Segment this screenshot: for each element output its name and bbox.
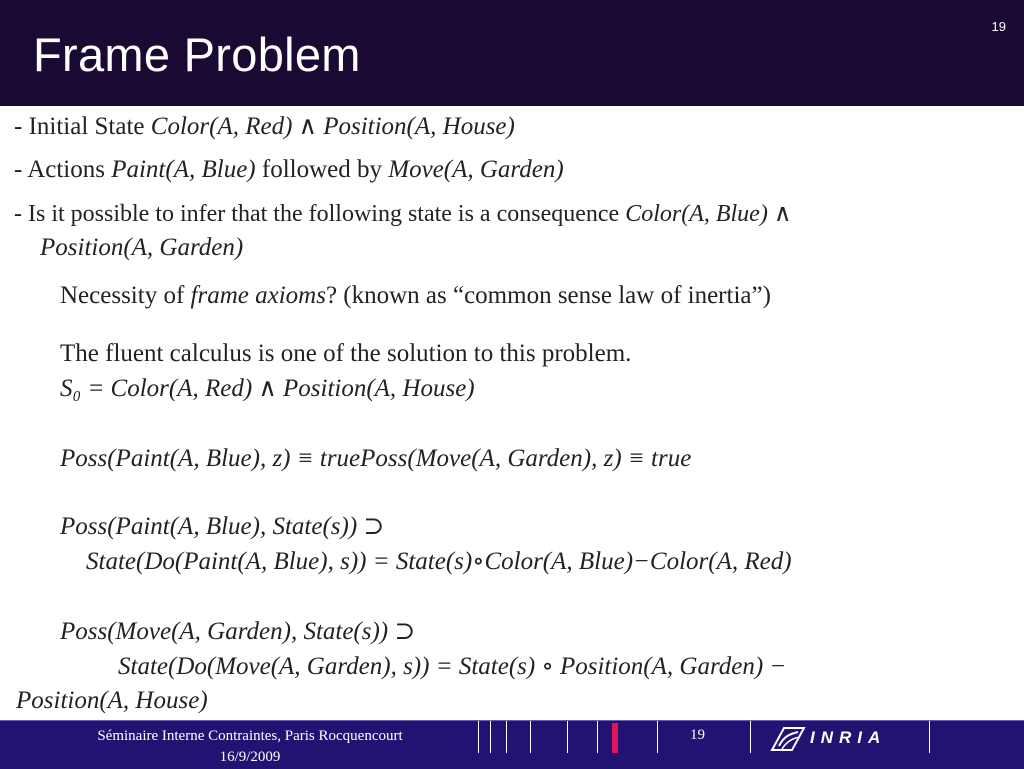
formula: S₀ = Color(A, Red) ∧ Position(A, House) bbox=[60, 375, 475, 402]
slide-content bbox=[0, 106, 1024, 720]
paint-precondition bbox=[60, 512, 384, 542]
divider bbox=[567, 721, 568, 753]
formula: State(Do(Paint(A, Blue), s)) = State(s)∘Color(A, Blue)−Color(A, Red) bbox=[86, 548, 792, 575]
seminar-label: Séminaire Interne Contraintes, Paris Rocquencourt bbox=[97, 728, 403, 744]
slide-number-top: 19 bbox=[991, 19, 1006, 34]
divider bbox=[929, 721, 930, 753]
formula: Position(A, Garden) bbox=[40, 234, 244, 261]
bullet-text: - Actions bbox=[14, 156, 112, 183]
body-text: Necessity of bbox=[60, 282, 191, 309]
poss-formula bbox=[60, 444, 691, 474]
divider bbox=[530, 721, 531, 753]
formula: Color(A, Blue) ∧ bbox=[625, 201, 792, 227]
divider bbox=[750, 721, 751, 753]
divider bbox=[490, 721, 491, 753]
bullet-text: - Initial State bbox=[14, 113, 151, 140]
bullet-text: - Is it possible to infer that the following state is a consequence bbox=[14, 201, 626, 227]
divider bbox=[506, 721, 507, 753]
formula: State(Do(Move(A, Garden), s)) = State(s) ∘ Position(A, Garden) − bbox=[118, 653, 787, 680]
accent-bar bbox=[612, 723, 618, 753]
seminar-date: 16/9/2009 bbox=[219, 749, 281, 765]
formula: Poss(Paint(A, Blue), State(s)) ⊃ bbox=[60, 513, 385, 540]
body-text: ? (known as “common sense law of inertia”) bbox=[325, 282, 771, 309]
divider bbox=[657, 721, 658, 753]
page-number: 19 bbox=[690, 727, 705, 743]
formula: Move(A, Garden) bbox=[388, 156, 564, 183]
inria-logo bbox=[770, 725, 915, 753]
bullet-actions bbox=[14, 155, 564, 185]
fluent-calculus-line bbox=[60, 339, 631, 369]
formula: Poss(Paint(A, Blue), z) ≡ truePoss(Move(A, Garden), z) ≡ true bbox=[60, 445, 692, 472]
paint-effect bbox=[86, 547, 792, 577]
formula: Paint(A, Blue) bbox=[111, 156, 256, 183]
move-effect bbox=[118, 652, 786, 682]
slide-footer bbox=[0, 720, 1024, 769]
formula: Position(A, House) bbox=[16, 687, 208, 714]
move-effect-continued bbox=[16, 686, 208, 716]
inria-wordmark: INRIA bbox=[810, 728, 887, 747]
slide-header bbox=[0, 0, 1024, 106]
bullet-inference-formula bbox=[40, 233, 243, 263]
bullet-text: followed by bbox=[255, 156, 389, 183]
formula: Color(A, Red) ∧ Position(A, House) bbox=[150, 113, 515, 140]
body-text: The fluent calculus is one of the solution to this problem. bbox=[60, 340, 632, 367]
divider bbox=[478, 721, 479, 753]
divider bbox=[597, 721, 598, 753]
formula: Poss(Move(A, Garden), State(s)) ⊃ bbox=[60, 618, 416, 645]
inria-emblem-icon bbox=[770, 726, 806, 752]
frame-axioms-term: frame axioms bbox=[190, 282, 326, 309]
bullet-inference-question bbox=[14, 199, 791, 229]
move-precondition bbox=[60, 617, 415, 647]
frame-axioms-line bbox=[60, 281, 771, 311]
slide-title: Frame Problem bbox=[33, 28, 361, 81]
initial-state-formula bbox=[60, 374, 475, 404]
bullet-initial-state bbox=[14, 112, 515, 142]
